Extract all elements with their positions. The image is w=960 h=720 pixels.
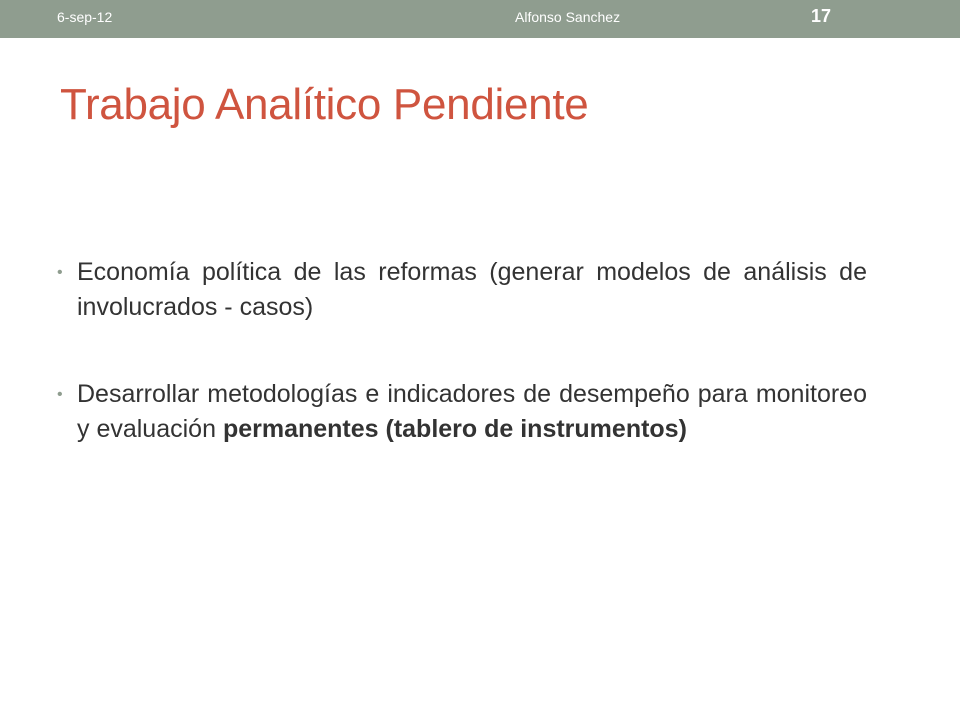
header-bar [0, 0, 960, 38]
slide-title: Trabajo Analítico Pendiente [60, 80, 589, 129]
bullet-item [57, 377, 867, 447]
bullet-text: Desarrollar metodologías e indicadores de desempeño para monitoreo y evaluación [77, 380, 867, 443]
page-number: 17 [811, 6, 832, 26]
bullet-bold-text: permanentes (tablero de instrumentos) [222, 415, 687, 443]
header-author: Alfonso Sanchez [515, 9, 621, 25]
header-date: 6-sep-12 [57, 9, 113, 25]
bullet-dot-icon: • [57, 264, 63, 281]
bullet-item [57, 255, 867, 325]
bullet-text: Economía política de las reformas (generar modelos de análisis de involucrados - casos) [77, 258, 867, 321]
bullet-dot-icon: • [57, 386, 63, 403]
bullet-list [57, 255, 867, 447]
